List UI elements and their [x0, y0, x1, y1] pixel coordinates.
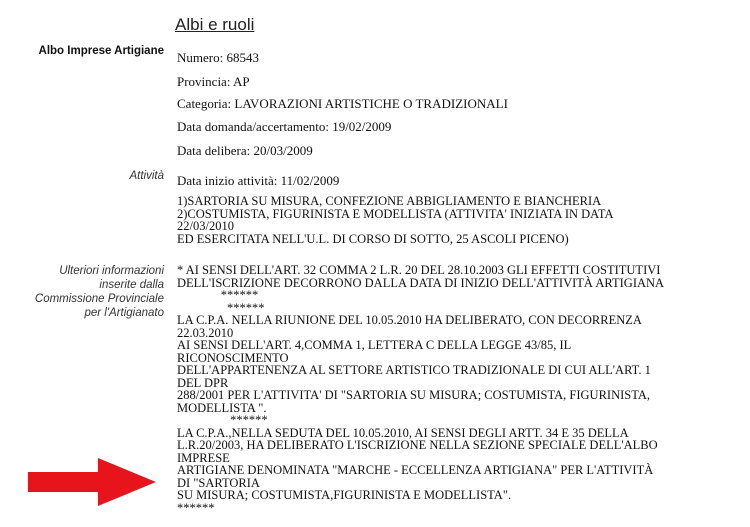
field-data-inizio: Data inizio attività: 11/02/2009 [177, 173, 340, 188]
section-label-ulteriori: Ulteriori informazioni inserite dalla Commissione Provinciale per l'Artigianato [34, 265, 164, 319]
section-label-albo: Albo Imprese Artigiane [38, 45, 164, 57]
red-arrow-right-icon [28, 458, 156, 506]
field-data-domanda: Data domanda/accertamento: 19/02/2009 [177, 119, 392, 134]
attivita-description: 1)SARTORIA SU MISURA, CONFEZIONE ABBIGLIAMENTO E BIANCHERIA 2)COSTUMISTA, FIGURINISTA E MODELLISTA (ATTIVITA' INIZIATA IN DATA 22/03/2010 ED ESERCITATA NELL'U.L. DI CORSO DI SOTTO, 25 ASCOLI PICENO) [177, 194, 614, 246]
section-label-attivita: Attività [129, 170, 164, 182]
field-categoria: Categoria: LAVORAZIONI ARTISTICHE O TRADIZIONALI [177, 96, 508, 111]
field-numero: Numero: 68543 [177, 50, 259, 65]
field-data-delibera: Data delibera: 20/03/2009 [177, 143, 313, 158]
field-provincia: Provincia: AP [177, 74, 250, 89]
ulteriori-informazioni-text: * AI SENSI DELL'ART. 32 COMMA 2 L.R. 20 DEL 28.10.2003 GLI EFFETTI COSTITUTIVI DELL'ISCRIZIONE DECORRONO DALLA DATA DI INIZIO DELL'ATTIVITÀ ARTIGIANA ****** ****** LA C.P.A. NELLA RIUNIONE DEL 10.05.2010 HA DELIBERATO, CON DECORRENZA 22.03.2010 AI SENSI DELL'ART. 4,COMMA 1, LETTERA C DELLA LEGGE 43/85, IL RICONOSCIMENTO DELL'APPARTENENZA AL SETTORE ARTISTICO TRADIZIONALE DI CUI ALL'ART. 1 DEL DPR 288/2001 PER L'ATTIVITA' DI "SARTORIA SU MISURA; COSTUMISTA, FIGURINISTA, MODELLISTA ". ****** LA C.P.A.,NELLA SEDUTA DEL 10.05.2010, AI SENSI DEGLI ARTT. 34 E 35 DELLA L.R.20/2003, HA DELIBERATO L'ISCRIZIONE NELLA SEZIONE SPECIALE DELL'ALBO IMPRESE ARTIGIANE DENOMINATA "MARCHE - ECCELLENZA ARTIGIANA" PER L'ATTIVITÀ DI "SARTORIA SU MISURA; COSTUMISTA,FIGURINISTA E MODELLISTA". ****** [177, 263, 665, 515]
page-title: Albi e ruoli [175, 15, 255, 34]
